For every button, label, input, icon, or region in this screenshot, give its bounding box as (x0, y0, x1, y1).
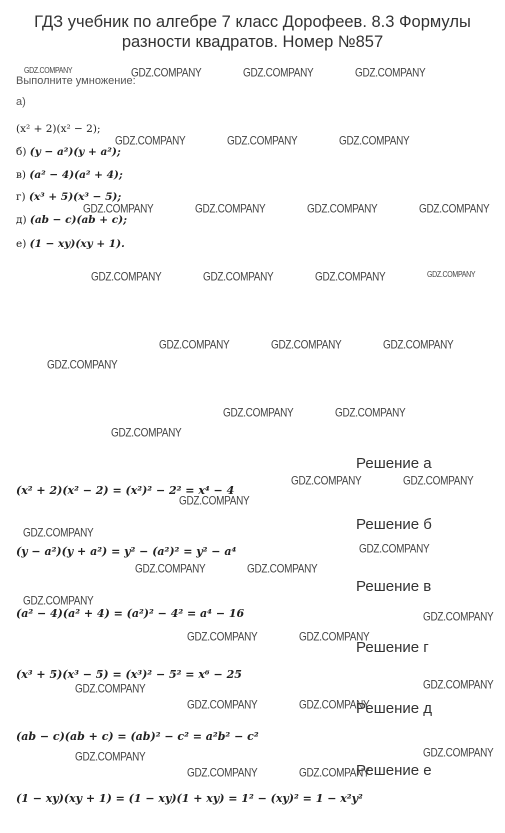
watermark: GDZ.COMPANY (203, 271, 274, 284)
task-item-g (16, 191, 121, 203)
watermark: GDZ.COMPANY (335, 407, 406, 420)
task-item-v (16, 169, 123, 181)
task-letter-a: а) (16, 96, 26, 108)
solution-equation-e: (1 − xy)(xy + 1) = (1 − xy)(1 + xy) = 1² − (xy)² = 1 − x²y² (16, 792, 363, 805)
task-expression-v: (a² − 4)(a² + 4); (29, 169, 123, 181)
task-item-b (16, 146, 121, 158)
watermark: GDZ.COMPANY (131, 67, 202, 80)
task-letter-b: б) (16, 146, 27, 158)
watermark: GDZ.COMPANY (75, 751, 146, 764)
watermark: GDZ.COMPANY (383, 339, 454, 352)
task-expression-d: (ab − c)(ab + c); (29, 214, 127, 226)
watermark: GDZ.COMPANY (299, 767, 370, 780)
watermark: GDZ.COMPANY (47, 359, 118, 372)
watermark: GDZ.COMPANY (243, 67, 314, 80)
task-intro: Выполните умножение: (16, 75, 136, 87)
task-letter-d: д) (16, 214, 27, 226)
watermark: GDZ.COMPANY (359, 543, 430, 556)
solution-heading-d: Решение д (356, 700, 432, 717)
watermark: GDZ.COMPANY (403, 475, 474, 488)
watermark: GDZ.COMPANY (419, 203, 490, 216)
task-expression-e: (1 − xy)(xy + 1). (29, 238, 125, 250)
watermark: GDZ.COMPANY (271, 339, 342, 352)
watermark: GDZ.COMPANY (355, 67, 426, 80)
watermark: GDZ.COMPANY (24, 67, 73, 76)
solution-heading-g: Решение г (356, 639, 429, 656)
watermark: GDZ.COMPANY (187, 631, 258, 644)
watermark: GDZ.COMPANY (427, 271, 476, 280)
watermark: GDZ.COMPANY (339, 135, 410, 148)
watermark: GDZ.COMPANY (195, 203, 266, 216)
watermark: GDZ.COMPANY (83, 203, 154, 216)
watermark: GDZ.COMPANY (23, 595, 94, 608)
watermark: GDZ.COMPANY (23, 527, 94, 540)
solution-heading-b: Решение б (356, 516, 432, 533)
watermark: GDZ.COMPANY (179, 495, 250, 508)
task-letter-e: е) (16, 238, 27, 250)
solution-equation-a: (x² + 2)(x² − 2) = (x²)² − 2² = x⁴ − 4 (16, 484, 235, 497)
watermark: GDZ.COMPANY (159, 339, 230, 352)
task-expression-a: (x² + 2)(x² − 2); (16, 123, 101, 135)
watermark: GDZ.COMPANY (299, 699, 370, 712)
watermark: GDZ.COMPANY (423, 611, 494, 624)
watermark: GDZ.COMPANY (247, 563, 318, 576)
solution-equation-d: (ab − c)(ab + c) = (ab)² − c² = a²b² − c² (16, 730, 259, 743)
watermark: GDZ.COMPANY (135, 563, 206, 576)
task-expression-b: (y − a²)(y + a²); (29, 146, 121, 158)
watermark: GDZ.COMPANY (187, 699, 258, 712)
watermark: GDZ.COMPANY (423, 747, 494, 760)
task-letter-g: г) (16, 191, 26, 203)
page-title: ГДЗ учебник по алгебре 7 класс Дорофеев. 8.3 Формулы разности квадратов. Номер №857 (34, 13, 471, 51)
solution-equation-b: (y − a²)(y + a²) = y² − (a²)² = y² − a⁴ (16, 545, 237, 558)
watermark: GDZ.COMPANY (423, 679, 494, 692)
watermark: GDZ.COMPANY (307, 203, 378, 216)
watermark: GDZ.COMPANY (91, 271, 162, 284)
watermark: GDZ.COMPANY (111, 427, 182, 440)
solution-equation-g: (x³ + 5)(x³ − 5) = (x³)² − 5² = x⁶ − 25 (16, 668, 242, 681)
solution-heading-e: Решение е (356, 762, 432, 779)
solution-equation-v: (a² − 4)(a² + 4) = (a²)² − 4² = a⁴ − 16 (16, 607, 245, 620)
watermark: GDZ.COMPANY (75, 683, 146, 696)
watermark: GDZ.COMPANY (115, 135, 186, 148)
watermark: GDZ.COMPANY (227, 135, 298, 148)
solution-heading-a: Решение а (356, 455, 432, 472)
watermark: GDZ.COMPANY (187, 767, 258, 780)
task-expression-g: (x³ + 5)(x³ − 5); (28, 191, 122, 203)
watermark: GDZ.COMPANY (291, 475, 362, 488)
task-letter-v: в) (16, 169, 27, 181)
watermark: GDZ.COMPANY (315, 271, 386, 284)
watermark: GDZ.COMPANY (223, 407, 294, 420)
task-item-e (16, 238, 125, 250)
watermark: GDZ.COMPANY (299, 631, 370, 644)
solution-heading-v: Решение в (356, 578, 432, 595)
